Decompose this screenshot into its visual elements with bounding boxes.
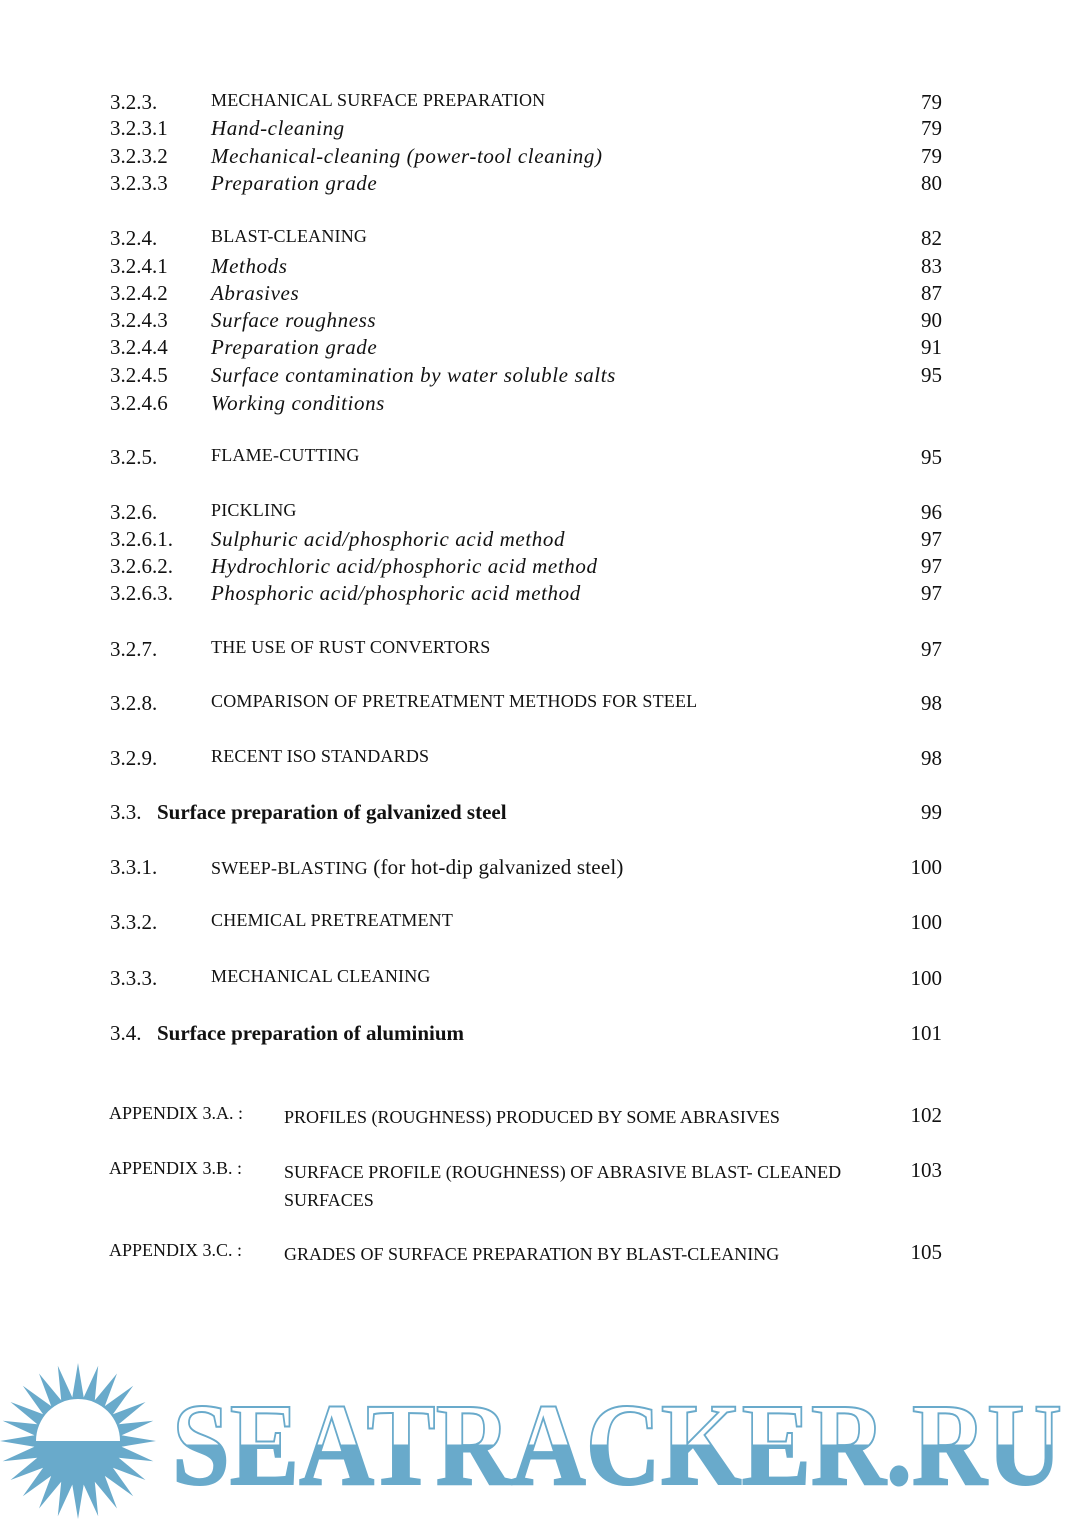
- toc-number: 3.2.7.: [110, 637, 158, 661]
- toc-title: [284, 1158, 844, 1214]
- toc-number: APPENDIX 3.B. :: [109, 1158, 243, 1178]
- toc-entry: [0, 254, 1080, 282]
- toc-number: 3.3.: [110, 800, 142, 824]
- toc-title: [211, 554, 598, 579]
- toc-page-number: 100: [910, 910, 942, 934]
- toc-entry: [0, 500, 1080, 528]
- toc-number: 3.2.6.: [110, 500, 158, 524]
- toc-entry: [0, 171, 1080, 199]
- toc-title: [211, 966, 431, 987]
- toc-entry: [0, 527, 1080, 555]
- toc-title: [211, 171, 377, 196]
- toc-page-number: 91: [921, 335, 942, 359]
- toc-entry: [0, 1021, 1080, 1049]
- toc-number: 3.2.3.3: [110, 171, 168, 195]
- toc-number: 3.3.1.: [110, 855, 158, 879]
- toc-page-number: 87: [921, 281, 942, 305]
- toc-title: [284, 1240, 844, 1268]
- toc-number: 3.2.4.6: [110, 391, 168, 415]
- toc-title-note: (for hot-dip galvanized steel): [367, 855, 624, 879]
- toc-number: 3.2.8.: [110, 691, 158, 715]
- toc-entry: [0, 144, 1080, 172]
- toc-title: [157, 800, 507, 825]
- toc-title-text: CHEMICAL PRETREATMENT: [211, 910, 454, 930]
- toc-entry: [0, 391, 1080, 419]
- toc-title-text: Mechanical-cleaning (power-tool cleaning): [211, 144, 603, 168]
- toc-number: 3.3.3.: [110, 966, 158, 990]
- toc-page-number: 79: [921, 90, 942, 114]
- toc-page-number: 79: [921, 144, 942, 168]
- toc-title-text: Hand-cleaning: [211, 116, 345, 140]
- toc-entry: [0, 746, 1080, 774]
- seatracker-watermark-logo: [0, 1360, 1080, 1521]
- toc-title: [211, 855, 624, 880]
- toc-page-number: 80: [921, 171, 942, 195]
- toc-title-text: MECHANICAL SURFACE PREPARATION: [211, 90, 546, 110]
- toc-title-text: Preparation grade: [211, 335, 378, 359]
- toc-title-text: COMPARISON OF PRETREATMENT METHODS FOR STEEL: [211, 691, 698, 711]
- toc-title: [211, 445, 360, 466]
- toc-entry: [0, 910, 1080, 938]
- toc-title: [157, 1021, 464, 1046]
- toc-title-text: SURFACE PROFILE (ROUGHNESS) OF ABRASIVE BLAST- CLEANED SURFACES: [284, 1162, 842, 1210]
- toc-page-number: 79: [921, 116, 942, 140]
- toc-entry: [0, 581, 1080, 609]
- toc-title: [211, 116, 345, 141]
- toc-page-number: 101: [910, 1021, 942, 1045]
- toc-entry: [0, 1240, 1080, 1268]
- toc-title-text: PICKLING: [211, 500, 297, 520]
- toc-title-text: Sulphuric acid/phosphoric acid method: [211, 527, 566, 551]
- toc-title-text: Preparation grade: [211, 171, 378, 195]
- toc-title-text: Abrasives: [211, 281, 300, 305]
- toc-page-number: 90: [921, 308, 942, 332]
- toc-page-number: 83: [921, 254, 942, 278]
- toc-number: 3.2.3.2: [110, 144, 168, 168]
- toc-entry: [0, 800, 1080, 828]
- toc-entry: [0, 691, 1080, 719]
- toc-title: [211, 581, 581, 606]
- toc-entry: [0, 966, 1080, 994]
- toc-title-text: Phosphoric acid/phosphoric acid method: [211, 581, 581, 605]
- toc-title-text: PROFILES (ROUGHNESS) PRODUCED BY SOME ABRASIVES: [284, 1107, 780, 1127]
- toc-entry: [0, 226, 1080, 254]
- toc-title: [211, 254, 288, 279]
- toc-title-text: Surface contamination by water soluble salts: [211, 363, 616, 387]
- toc-entry: [0, 1158, 1080, 1210]
- toc-title: [284, 1103, 844, 1131]
- toc-title: [211, 308, 376, 333]
- toc-page-number: 82: [921, 226, 942, 250]
- toc-number: 3.2.3.1: [110, 116, 168, 140]
- toc-page-number: 95: [921, 445, 942, 469]
- toc-title: [211, 637, 491, 658]
- toc-number: 3.2.4.1: [110, 254, 168, 278]
- toc-page-number: 100: [910, 855, 942, 879]
- toc-title-text: Surface preparation of aluminium: [157, 1021, 465, 1045]
- toc-entry: [0, 445, 1080, 473]
- toc-entry: [0, 637, 1080, 665]
- toc-title: [211, 691, 697, 712]
- toc-title-text: GRADES OF SURFACE PREPARATION BY BLAST-CLEANING: [284, 1244, 780, 1264]
- toc-number: APPENDIX 3.C. :: [109, 1240, 243, 1260]
- toc-entry: [0, 855, 1080, 883]
- toc-title-text: MECHANICAL CLEANING: [211, 966, 431, 986]
- toc-number: 3.2.3.: [110, 90, 158, 114]
- toc-page-number: 97: [921, 637, 942, 661]
- toc-number: 3.2.4.2: [110, 281, 168, 305]
- toc-entry: [0, 90, 1080, 118]
- toc-page-number: 95: [921, 363, 942, 387]
- toc-title: [211, 226, 367, 247]
- toc-number: 3.2.6.3.: [110, 581, 173, 605]
- toc-number: 3.2.4.5: [110, 363, 168, 387]
- toc-number: 3.2.4.4: [110, 335, 168, 359]
- toc-page-number: 97: [921, 581, 942, 605]
- toc-title: [211, 500, 297, 521]
- toc-title: [211, 90, 545, 111]
- toc-title-text: SWEEP-BLASTING: [211, 858, 368, 878]
- toc-title: [211, 910, 453, 931]
- toc-page-number: 98: [921, 691, 942, 715]
- toc-page-number: 99: [921, 800, 942, 824]
- toc-number: 3.2.6.1.: [110, 527, 173, 551]
- toc-title-text: Hydrochloric acid/phosphoric acid method: [211, 554, 598, 578]
- toc-title-text: Methods: [211, 254, 288, 278]
- toc-entry: [0, 1103, 1080, 1131]
- toc-entry: [0, 335, 1080, 363]
- sun-icon: [0, 1363, 156, 1519]
- toc-title: [211, 391, 385, 416]
- toc-title-text: Surface roughness: [211, 308, 377, 332]
- toc-title-text: FLAME-CUTTING: [211, 445, 360, 465]
- toc-entry: [0, 308, 1080, 336]
- toc-title-text: BLAST-CLEANING: [211, 226, 368, 246]
- toc-number: 3.2.6.2.: [110, 554, 173, 578]
- toc-page-number: 100: [910, 966, 942, 990]
- toc-number: 3.2.4.: [110, 226, 158, 250]
- toc-title: [211, 363, 616, 388]
- toc-number: 3.2.9.: [110, 746, 158, 770]
- watermark-text: SEATRACKER.RU: [172, 1379, 1062, 1510]
- toc-number: 3.3.2.: [110, 910, 158, 934]
- toc-entry: [0, 116, 1080, 144]
- toc-title-text: Surface preparation of galvanized steel: [157, 800, 507, 824]
- toc-page-number: 98: [921, 746, 942, 770]
- toc-page-number: 96: [921, 500, 942, 524]
- toc-number: 3.2.5.: [110, 445, 158, 469]
- toc-entry: [0, 363, 1080, 391]
- toc-title: [211, 527, 565, 552]
- toc-title-text: RECENT ISO STANDARDS: [211, 746, 430, 766]
- toc-title-text: Working conditions: [211, 391, 385, 415]
- toc-page-number: 105: [910, 1240, 942, 1264]
- toc-title: [211, 281, 299, 306]
- toc-title: [211, 144, 603, 169]
- toc-page-number: 97: [921, 554, 942, 578]
- toc-page-number: 97: [921, 527, 942, 551]
- toc-number: APPENDIX 3.A. :: [109, 1103, 244, 1123]
- toc-number: 3.4.: [110, 1021, 142, 1045]
- toc-page-number: 102: [910, 1103, 942, 1127]
- toc-entry: [0, 281, 1080, 309]
- toc-title: [211, 335, 377, 360]
- toc-entry: [0, 554, 1080, 582]
- toc-title: [211, 746, 429, 767]
- toc-page-number: 103: [910, 1158, 942, 1182]
- toc-title-text: THE USE OF RUST CONVERTORS: [211, 637, 491, 657]
- toc-number: 3.2.4.3: [110, 308, 168, 332]
